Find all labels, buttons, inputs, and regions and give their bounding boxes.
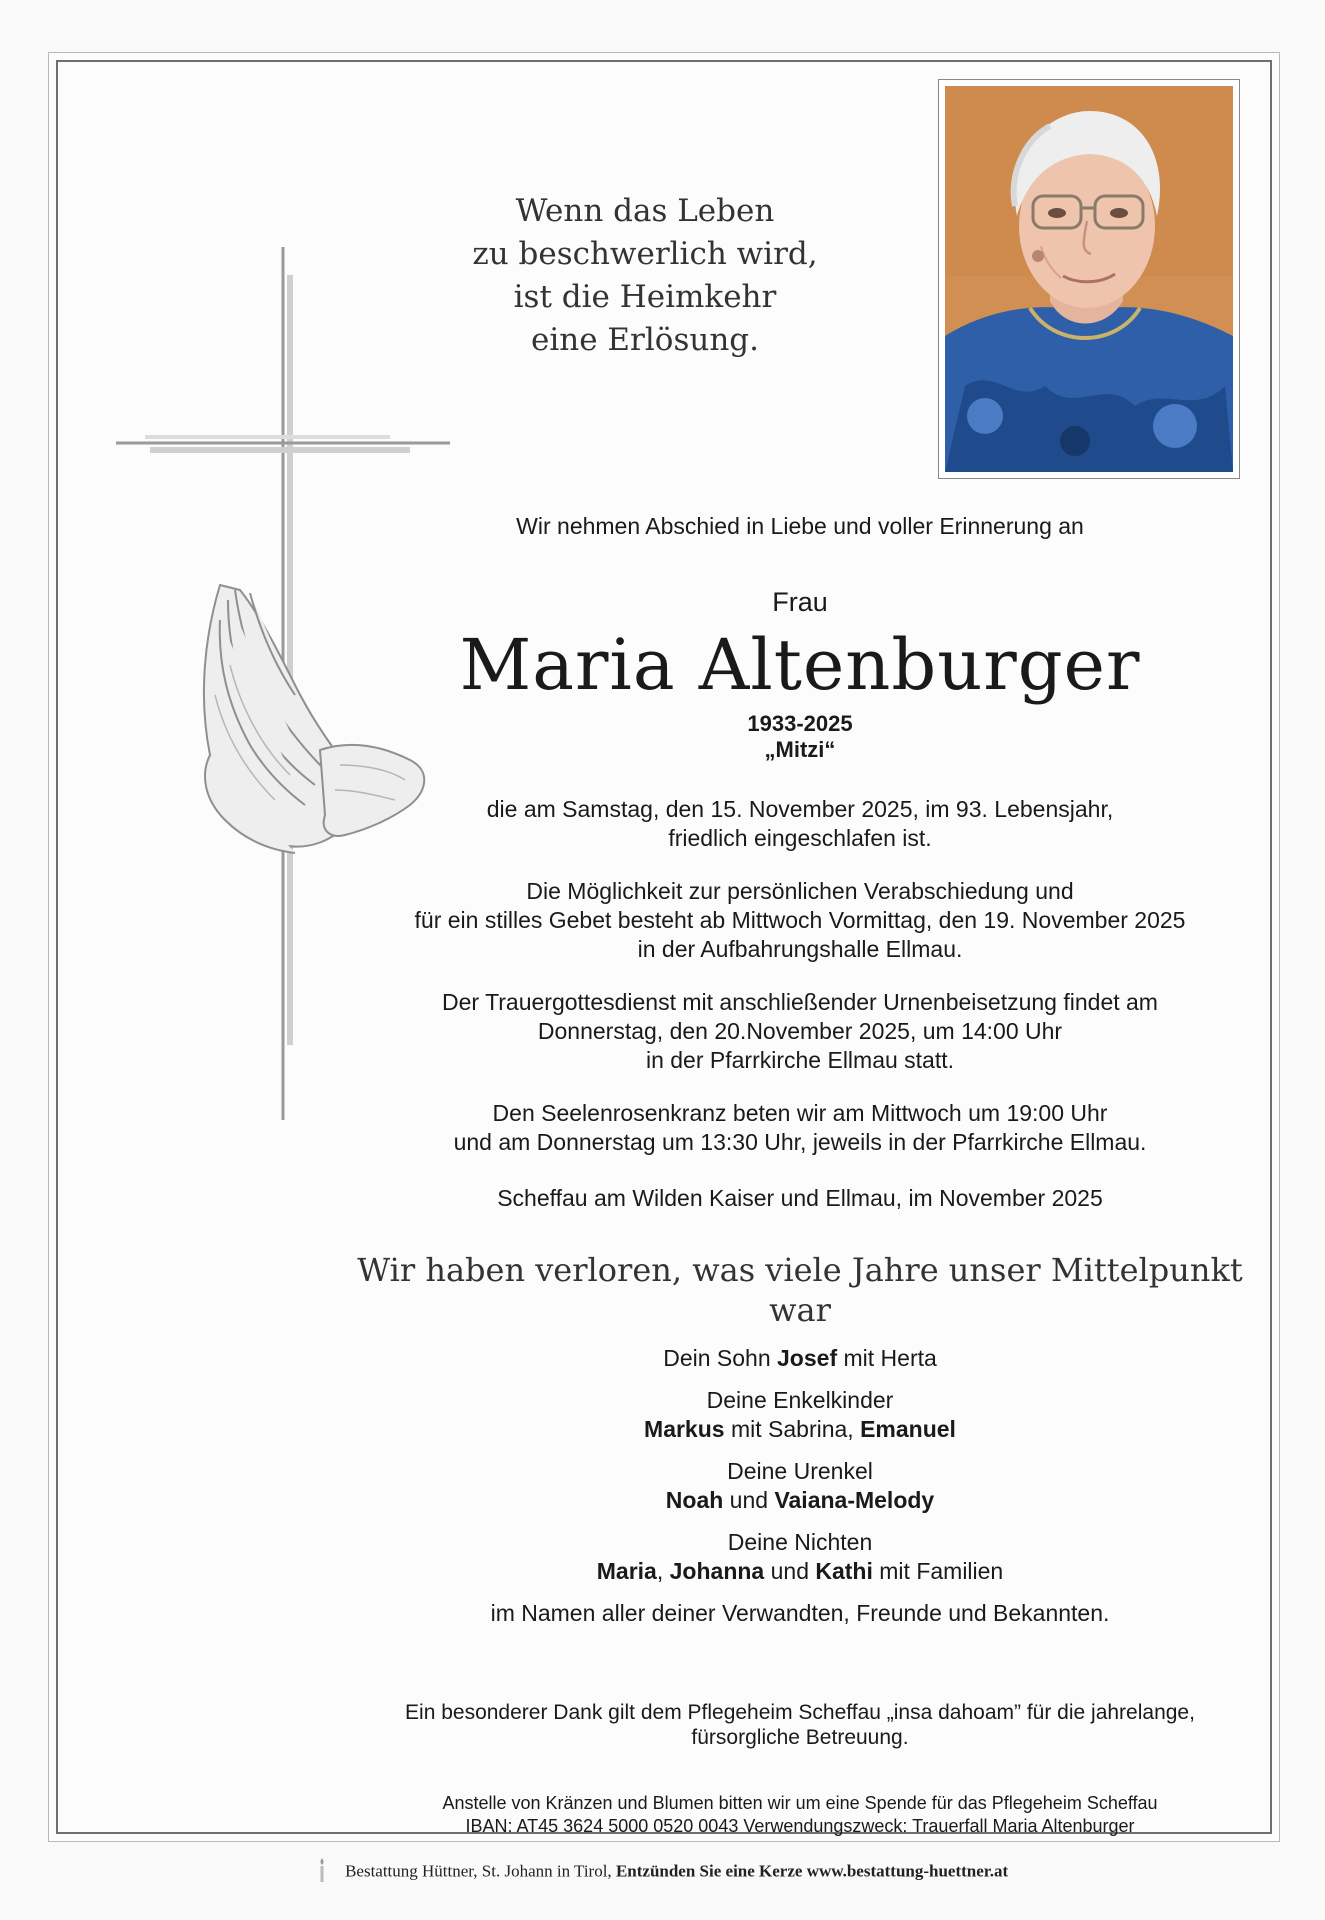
opening-quote: [430, 190, 860, 362]
quote-line: eine Erlösung.: [531, 322, 759, 358]
text-line: Donnerstag, den 20.November 2025, um 14:00 Uhr: [537, 1018, 1063, 1044]
service-notice: [330, 988, 1270, 1075]
family-name: Emanuel: [860, 1416, 956, 1442]
text: und: [729, 1487, 769, 1513]
main-text: [330, 512, 1270, 1838]
text-line: in der Aufbahrungshalle Ellmau.: [637, 936, 963, 962]
group-names: [330, 1486, 1270, 1515]
text: und: [770, 1558, 809, 1584]
rosary-notice: [330, 1099, 1270, 1157]
group-title: Deine Urenkel: [727, 1458, 873, 1484]
portrait-photo: [945, 86, 1233, 472]
family-name: Noah: [665, 1487, 724, 1513]
quote-line: ist die Heimkehr: [513, 279, 777, 315]
text-line: und am Donnerstag um 13:30 Uhr, jeweils in der Pfarrkirche Ellmau.: [453, 1129, 1147, 1155]
text-line: fürsorgliche Betreuung.: [691, 1726, 909, 1749]
greatgrandchildren-group: [330, 1457, 1270, 1515]
son-line: [330, 1344, 1270, 1373]
funeral-home: Bestattung Hüttner, St. Johann in Tirol,: [345, 1861, 612, 1881]
memorial-verse: Wir haben verloren, was viele Jahre unser Mittelpunkt war: [357, 1251, 1243, 1329]
separator: ,: [656, 1558, 664, 1584]
text-line: die am Samstag, den 15. November 2025, im 93. Lebensjahr,: [486, 796, 1114, 822]
text: Dein Sohn: [663, 1345, 771, 1371]
text-line: IBAN: AT45 3624 5000 0520 0043 Verwendungszweck: Trauerfall Maria Altenburger: [465, 1816, 1135, 1836]
text-line: für ein stilles Gebet besteht ab Mittwoch Vormittag, den 19. November 2025: [414, 907, 1186, 933]
text: mit Sabrina,: [730, 1416, 854, 1442]
family-name: Vaiana-Melody: [774, 1487, 935, 1513]
text-line: friedlich eingeschlafen ist.: [668, 825, 932, 851]
quote-line: Wenn das Leben: [515, 193, 775, 229]
thanks-notice: [330, 1700, 1270, 1750]
text-line: Ein besonderer Dank gilt dem Pflegeheim Scheffau „insa dahoam” für die jahrelange,: [405, 1701, 1195, 1724]
deceased-name: Maria Altenburger: [459, 624, 1141, 706]
candle-icon: [317, 1857, 327, 1888]
death-notice: [330, 795, 1270, 853]
donation-notice: [330, 1792, 1270, 1838]
text-line: Den Seelenrosenkranz beten wir am Mittwoch um 19:00 Uhr: [492, 1100, 1108, 1126]
closing-line: im Namen aller deiner Verwandten, Freunde und Bekannten.: [490, 1600, 1110, 1626]
text-line: Anstelle von Kränzen und Blumen bitten wir um eine Spende für das Pflegeheim Scheffau: [442, 1793, 1158, 1813]
portrait-frame: [938, 79, 1240, 479]
footer: [0, 1857, 1325, 1888]
text: mit Familien: [879, 1558, 1004, 1584]
viewing-notice: [330, 877, 1270, 964]
family-name: Maria: [596, 1558, 657, 1584]
group-title: Deine Enkelkinder: [706, 1387, 894, 1413]
quote-line: zu beschwerlich wird,: [472, 236, 818, 272]
family-name: Johanna: [669, 1558, 765, 1584]
candle-link[interactable]: Entzünden Sie eine Kerze www.bestattung-huettner.at: [615, 1861, 1009, 1881]
text-line: Die Möglichkeit zur persönlichen Verabschiedung und: [526, 878, 1074, 904]
salutation: Frau: [772, 587, 828, 617]
nickname: „Mitzi“: [764, 737, 836, 762]
text-line: in der Pfarrkirche Ellmau statt.: [645, 1047, 955, 1073]
place-date: Scheffau am Wilden Kaiser und Ellmau, im November 2025: [497, 1185, 1103, 1211]
family-list: [330, 1344, 1270, 1628]
group-title: Deine Nichten: [727, 1529, 873, 1555]
nieces-group: [330, 1528, 1270, 1586]
group-names: [330, 1415, 1270, 1444]
grandchildren-group: [330, 1386, 1270, 1444]
family-name: Kathi: [815, 1558, 873, 1584]
life-years: 1933-2025: [747, 711, 853, 736]
intro-line: Wir nehmen Abschied in Liebe und voller Erinnerung an: [516, 513, 1084, 539]
family-name: Josef: [777, 1345, 838, 1371]
family-name: Markus: [644, 1416, 725, 1442]
group-names: [330, 1557, 1270, 1586]
text: mit Herta: [843, 1345, 937, 1371]
text-line: Der Trauergottesdienst mit anschließender Urnenbeisetzung findet am: [442, 989, 1158, 1015]
